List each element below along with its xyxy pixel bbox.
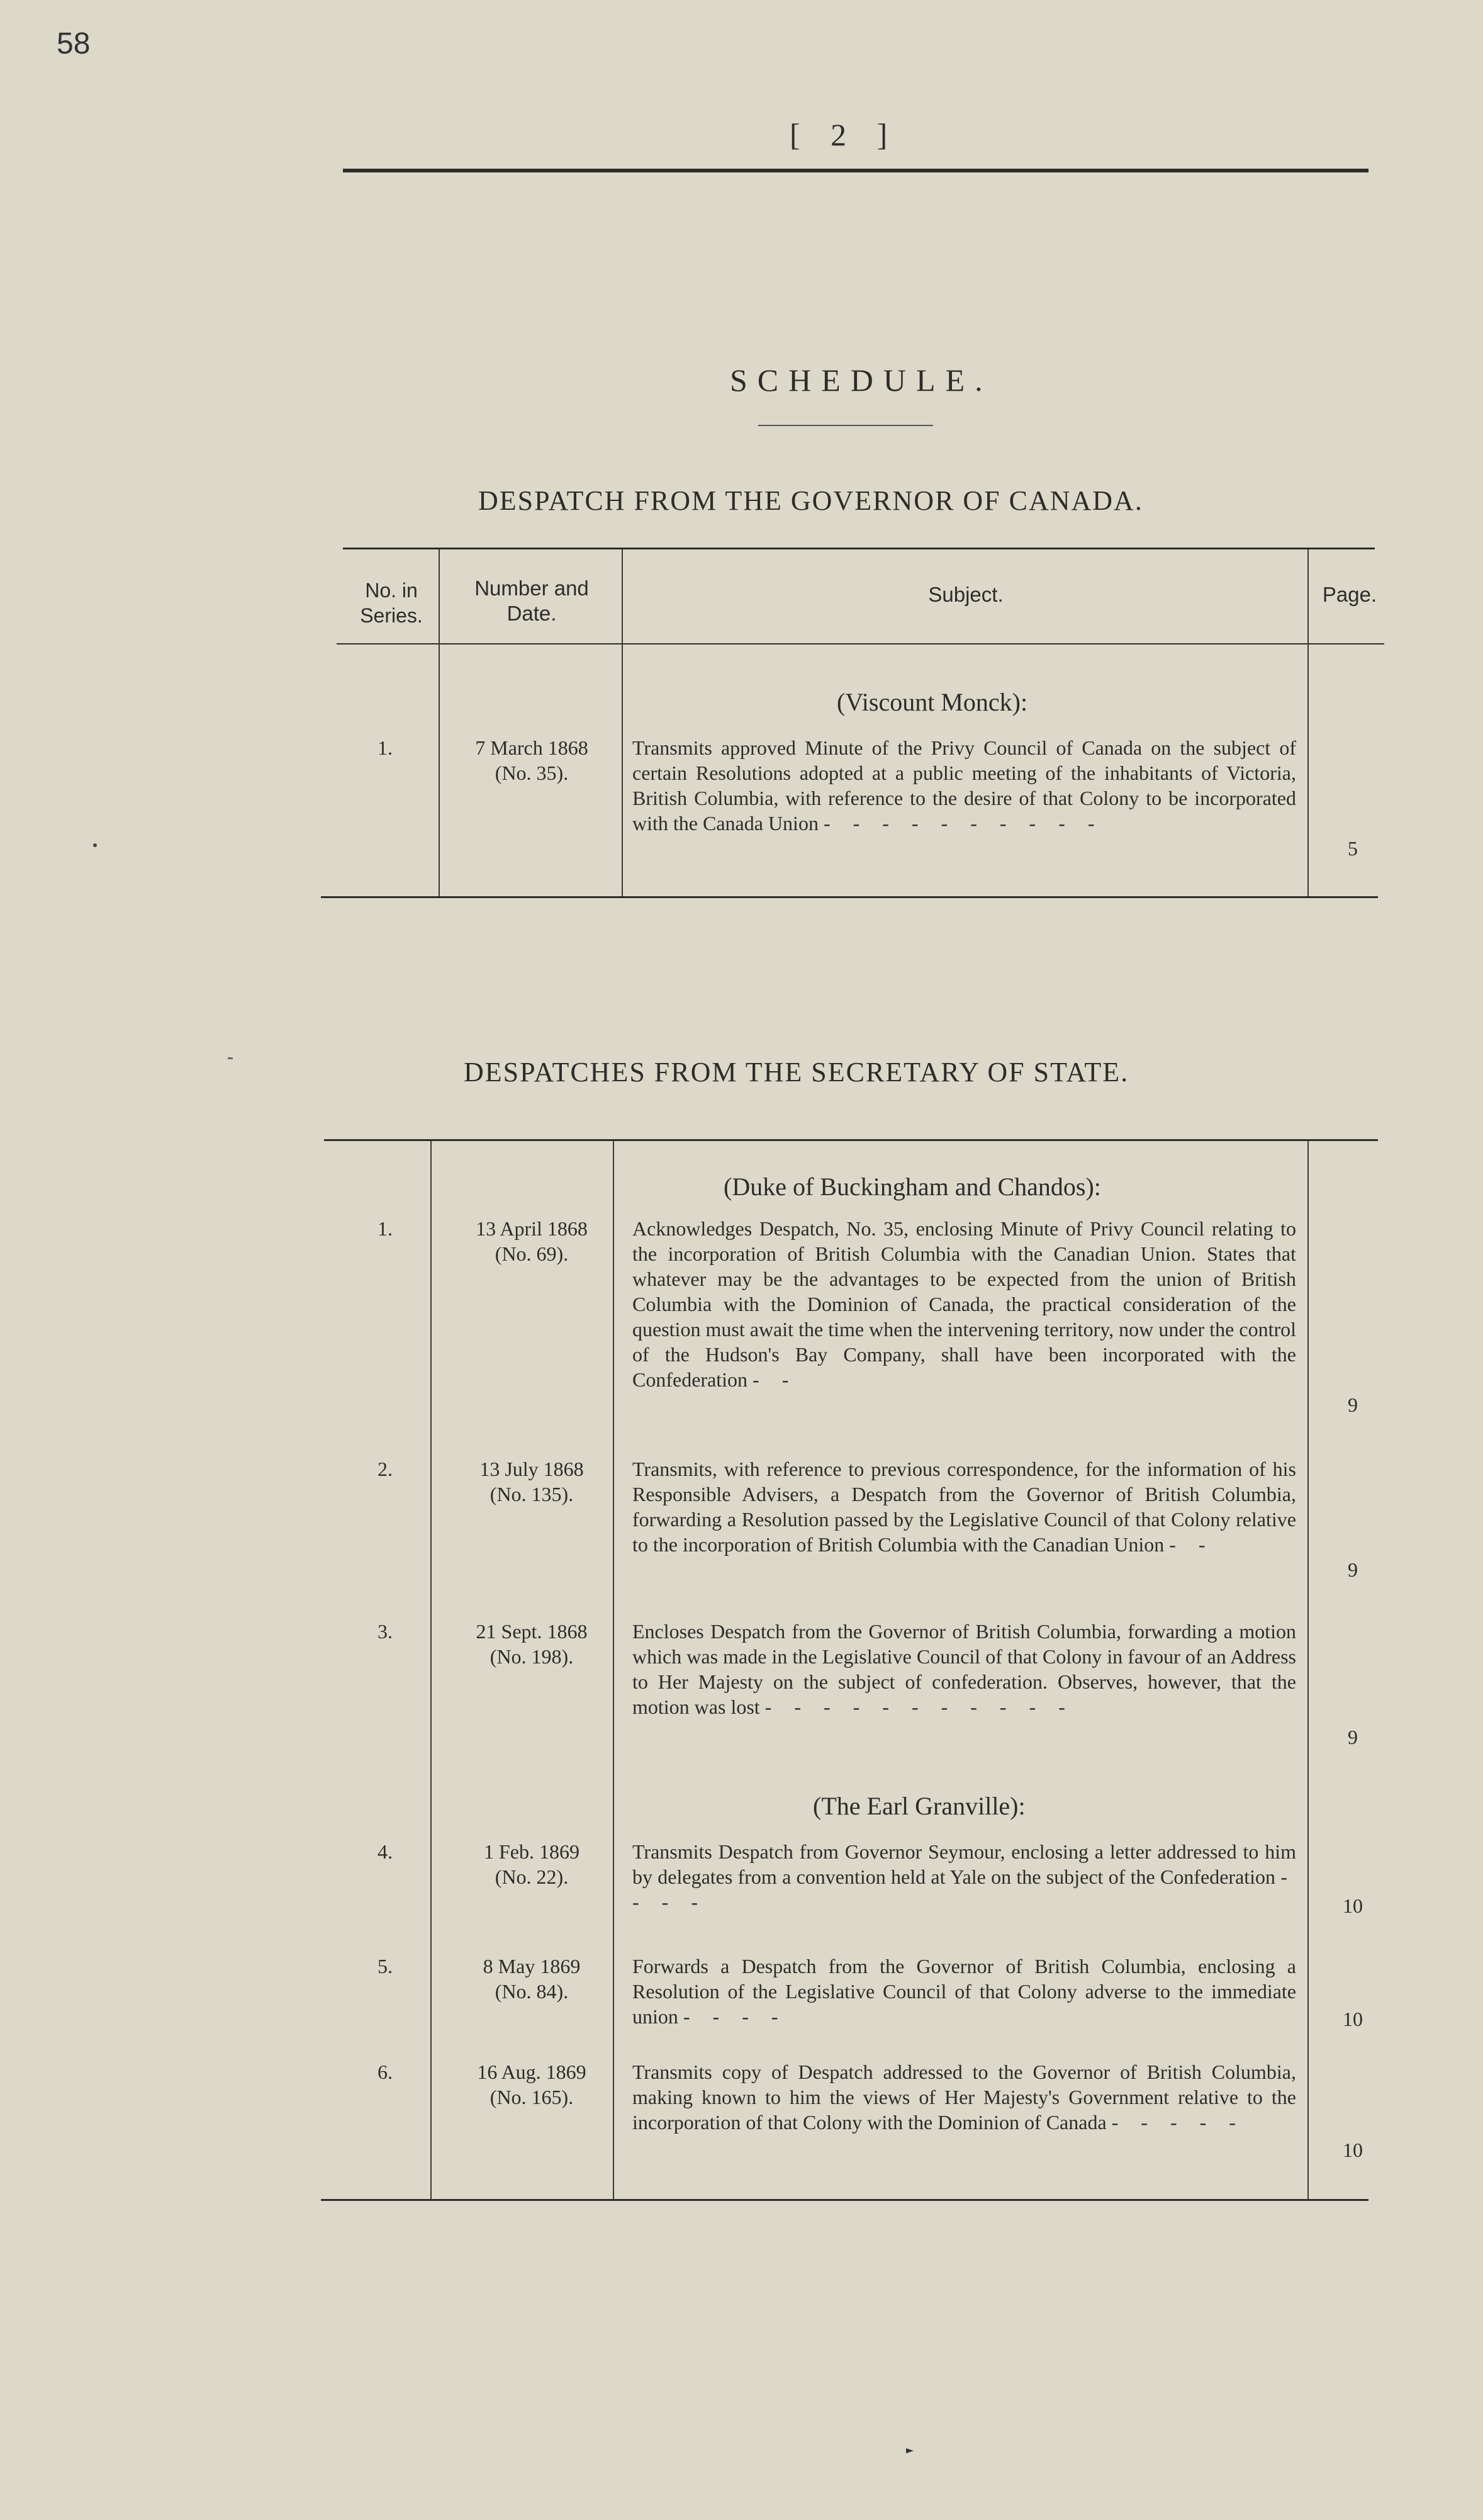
- s2-row3-subject: [632, 1619, 1296, 1719]
- table2-bottom-rule: [321, 2199, 1368, 2201]
- col-header-no: No. in Series.: [360, 579, 423, 627]
- s2-row5-subject-text: Forwards a Despatch from the Governor of British Columbia, enclosing a Resolution of the Legislative Council of that Colony adverse to the immediate union: [632, 1955, 1296, 2028]
- s2-row2-leader-dots: - -: [1169, 1533, 1214, 1556]
- section2-heading: DESPATCHES FROM THE SECRETARY OF STATE.: [464, 1057, 1129, 1088]
- table1-bottom-rule: [321, 896, 1378, 898]
- s2-row1-subject-text: Acknowledges Despatch, No. 35, enclosing Minute of Privy Council relating to the incorporation of British Columbia with the Canadian Union. States that whatever may be the advantages to be expected from the union of British Columbia with the Dominion of Canada, the practical consideration of the question must await the time when the intervening territory, now under the control of the Hudson's Bay Company, shall have been incorporated with the Confederation: [632, 1217, 1296, 1391]
- s2-row4-subject: [632, 1839, 1296, 1915]
- col-header-subject: Subject.: [928, 583, 1004, 606]
- stray-mark: [906, 2448, 914, 2453]
- s1-row1-date: 7 March 1868 (No. 35).: [475, 736, 588, 784]
- table2-top-rule: [324, 1139, 1378, 1141]
- folio: [ 2 ]: [790, 117, 899, 152]
- s2-row5-subject: [632, 1954, 1296, 2029]
- s2-row2-date: 13 July 1868 (No. 135).: [479, 1458, 584, 1505]
- table2-divider-1: [430, 1140, 432, 2199]
- s1-row1-leader-dots: - - - - - - - - - -: [823, 812, 1104, 835]
- page-number: 58: [57, 27, 91, 60]
- col-header-number-date: Number and Date.: [474, 577, 589, 625]
- table2-divider-3: [1307, 1140, 1309, 2199]
- s2-row2-subject-text: Transmits, with reference to previous correspondence, for the information of his Responsible Advisers, a Despatch from the Governor of British Columbia, forwarding a Resolution passed by the Legislative Council of that Colony relative to the incorporation of British Columbia with the Canadian Union: [632, 1458, 1296, 1556]
- s2-row6-subject-text: Transmits copy of Despatch addressed to the Governor of British Columbia, making known to him the views of Her Majesty's Government relative to the incorporation of that Colony with the Dominion of Canada: [632, 2061, 1296, 2134]
- s2-row2-page: 9: [1348, 1558, 1358, 1581]
- section1-heading: DESPATCH FROM THE GOVERNOR OF CANADA.: [478, 485, 1143, 516]
- s2-row6-no: 6.: [378, 2061, 393, 2083]
- s2-row3-page: 9: [1348, 1726, 1358, 1748]
- s2-row3-leader-dots: - - - - - - - - - - -: [764, 1696, 1074, 1718]
- stray-mark: [228, 1057, 233, 1059]
- s2-row2-no: 2.: [378, 1458, 393, 1480]
- s2-row4-page: 10: [1343, 1894, 1363, 1917]
- s2-row3-no: 3.: [378, 1620, 393, 1643]
- s2-row1-no: 1.: [378, 1217, 393, 1240]
- s2-row5-leader-dots: - - - -: [683, 2005, 787, 2028]
- s2-row4-date: 1 Feb. 1869 (No. 22).: [484, 1840, 579, 1888]
- table1-top-rule: [343, 548, 1375, 549]
- s2-row4-no: 4.: [378, 1840, 393, 1863]
- title-underline: [758, 425, 933, 426]
- s2-row5-page: 10: [1343, 2008, 1363, 2030]
- table1-divider-1: [439, 549, 440, 896]
- s2-row6-page: 10: [1343, 2139, 1363, 2161]
- s1-row1-subject-text: Transmits approved Minute of the Privy Council of Canada on the subject of certain Resolutions adopted at a public meeting of the inhabitants of Victoria, British Columbia, with reference to the desire of that Colony to be incorporated with the Canada Union: [632, 736, 1296, 835]
- s2-row4-leader-dots: - - - -: [632, 1865, 1297, 1913]
- s2-row5-no: 5.: [378, 1955, 393, 1977]
- s2-row2-subject: [632, 1456, 1296, 1557]
- s2-row6-date: 16 Aug. 1869 (No. 165).: [477, 2061, 586, 2108]
- s1-row1-no: 1.: [378, 736, 393, 759]
- s2-row1-page: 9: [1348, 1393, 1358, 1416]
- top-rule: [343, 169, 1368, 172]
- s2-row6-leader-dots: - - - - -: [1111, 2111, 1245, 2134]
- section2-subheading-1: (Duke of Buckingham and Chandos):: [724, 1173, 1101, 1201]
- stray-mark: [93, 843, 97, 847]
- section1-subheading: (Viscount Monck):: [837, 688, 1028, 716]
- s2-row5-date: 8 May 1869 (No. 84).: [483, 1955, 581, 2003]
- table1-header-rule: [337, 643, 1384, 644]
- s2-row4-subject-text: Transmits Despatch from Governor Seymour, enclosing a letter addressed to him by delegates from a convention held at Yale on the subject of the Confederation: [632, 1840, 1296, 1888]
- section2-subheading-2: (The Earl Granville):: [813, 1792, 1026, 1820]
- s1-row1-page: 5: [1348, 837, 1358, 860]
- s2-row1-subject: [632, 1216, 1296, 1392]
- s2-row3-date: 21 Sept. 1868 (No. 198).: [476, 1620, 588, 1668]
- s2-row1-leader-dots: - -: [753, 1368, 798, 1391]
- table2-divider-2: [613, 1140, 614, 2199]
- s2-row1-date: 13 April 1868 (No. 69).: [476, 1217, 588, 1265]
- s2-row6-subject: [632, 2059, 1296, 2135]
- col-header-page: Page.: [1322, 583, 1377, 606]
- s1-row1-subject: [632, 735, 1296, 836]
- schedule-title: SCHEDULE.: [730, 363, 993, 398]
- s2-row3-subject-text: Encloses Despatch from the Governor of British Columbia, forwarding a motion which was made in the Legislative Council of that Colony in favour of an Address to Her Majesty on the subject of confederation. Observes, however, that the motion was lost: [632, 1620, 1296, 1718]
